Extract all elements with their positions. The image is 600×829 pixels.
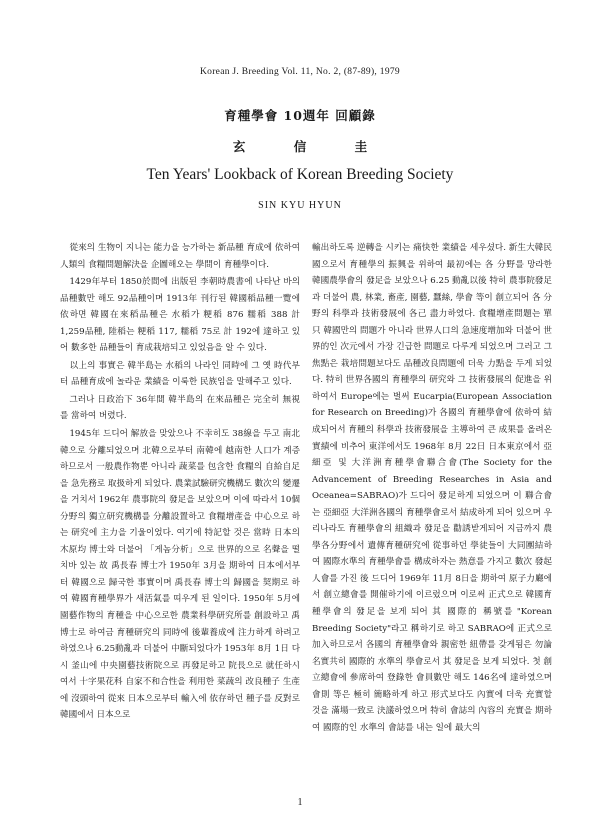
body-right-column	[312, 240, 552, 736]
english-title: Ten Years' Lookback of Korean Breeding Society	[146, 166, 454, 183]
paragraph: 그러나 日政治下 36年間 韓半島의 在來品種은 完全히 無視를 當하여 버렸다.	[60, 394, 300, 422]
paragraph: 輸出하도록 逆轉을 시키는 痛快한 業績을 세우셨다. 新生大韓民國으로서 育種學의 振興을 위하여 最初에는 各 分野를 망라한 韓國農學會의 發足을 보았으나 6.25 動亂以後 特히 農事院發足과 더불어 農, 林業, 畜產, 園藝, 蠶絲, 學會 等이 創立되어 各 分野의 科學과 技術發展에 各己 盡力하였다. 食糧增產問題는 單只 韓國만의 問題가 아니라 世界人口의 急速度增加와 더불어 世界的인 次元에서 가장 긴급한 問題로 다루게 되었으며 그러고 그 焦點은 栽培問題보다도 品種改良問題에 더욱 力點을 두게 되었다. 特히 世界各國의 育種學의 研究와 그 技術發展의 促進을 위하여서 Europe에는 벌써 Eucarpia(European Association for Research on Breeding)가 各國의 育種學會에 依하여 結成되어서 育種의 科學과 技術發展을 主導하여 큰 成果를 올려온 實績에 비추어 東洋에서도 1968年 8月 22日 日本東京에서 亞細亞 및 大洋洲育種學會聯合會(The Society for the Advancement of Breeding Researches in Asia and Oceanea=SABRAO)가 드디어 發足하게 되었으며 이 聯合會는 亞細亞 大洋洲各國의 育種學會로서 結成하게 되어 있으며 우리나라도 育種學會의 組織과 發足을 勸誘받게되어 지금까지 農學各分野에서 遺傳育種研究에 從事하던 學徒들이 大同團結하여 國際水準의 育種學會를 構成하자는 熱意를 가지고 數次 發起人會를 가진 後 드디어 1969年 11月 8日을 期하여 原子力廳에서 創立總會를 開催하기에 이르렀으며 이로써 正式으로 韓國育種學會의 發足을 보게 되어 其 國際的 稱號를 "Korean Breeding Society"라고 稱하기로 하고 SABRAO에 正式으로 加入하므로서 各國의 育種學會와 親密한 紐帶를 갖게됨은 勿論 名實共히 國際的 水準의 學會로서 其 發足을 보게 되었다. 첫 創立總會에 參席하여 登錄한 會員數만 해도 146名에 達하였으며 會則 等은 極히 簡略하게 하고 形式보다도 內實에 더욱 充實할 것을 滿場一致로 決議하였으며 特히 會誌의 內容의 充實을 期하여 國際的인 水準의 會誌를 내는 일에 最大의	[312, 243, 552, 733]
journal-citation: Korean J. Breeding Vol. 11, No. 2, (87-89), 1979	[200, 67, 400, 77]
korean-title: 育種學會 10週年 回顧錄	[224, 108, 376, 123]
page-number: 1	[297, 797, 303, 808]
paragraph: 以上의 事實은 韓半島는 水稻의 나라인 同時에 그 옛 時代부터 品種育成에 놀라운 業績을 이룩한 民族임을 말해주고 있다.	[60, 360, 300, 388]
korean-author: 玄 信 圭	[232, 139, 368, 154]
body-left-column	[60, 240, 300, 724]
paragraph: 1945年 드디어 解放을 맞았으나 不幸히도 38線을 두고 南北韓으로 分離되었으며 北韓으로부터 南韓에 越南한 人口가 계증하므로서 一般農作物뿐 아니라 蔬菜를 包含한 食糧의 自給自足을 急先務로 取扱하게 되었다. 農業試驗研究機構도 數次의 變遷을 거치서 1962年 農事院의 發足을 보았으며 이에 따라서 10個 分野의 獨立研究機構를 分離設置하고 食糧增產을 中心으로 하는 研究에 主力을 기울이었다. 여기에 特記할 것은 當時 日本의 木原均 博士와 더불어 「게놈分析」으로 世界的으로 名聲을 떨치바 있는 故 禹長春 博士가 1950年 3月을 期하여 日本에서부터 韓國으로 歸국한 事實이며 禹長春 博士의 歸國을 契期로 하여 韓國育種學界가 새活氣를 띠우게 된 일이다. 1950年 5月에 園藝作物의 育種을 中心으로한 農業科學研究所를 創設하고 禹博士로 하여금 育種研究의 同時에 後輩養成에 注力하게 하려고 하였으나 6.25動亂과 더불어 中斷되었다가 1953年 8月 1日 다시 釜山에 中央園藝技術院으로 再發足하고 院長으로 就任하시여서 十字果花科 自家不和合性을 利用한 菜蔬의 改良種子 生產에 沒頭하여 從來 日本으로부터 輸入에 依存하던 種子를 反對로 韓國에서 日本으로	[60, 429, 300, 721]
english-author: SIN KYU HYUN	[258, 200, 342, 211]
paragraph: 從來의 生物이 지니는 能力을 능가하는 新品種 育成에 依하여 人類의 食糧問題解決을 企圖해오는 學問이 育種學이다.	[60, 243, 300, 270]
paragraph: 1429年부터 1850於間에 出版된 李朝時農書에 나타난 바의 品種數만 해도 92品種이며 1913年 刊行된 韓國稻品種一覽에 依하면 韓國在來稻品種은 水稻가 粳稻 876 糯稻 388 計 1,259品種, 陸稻는 粳稻 117, 糯稻 75로 計 192에 達하고 있어 數多한 品種들이 育成栽培되고 있었음을 알 수 있다.	[60, 277, 300, 354]
